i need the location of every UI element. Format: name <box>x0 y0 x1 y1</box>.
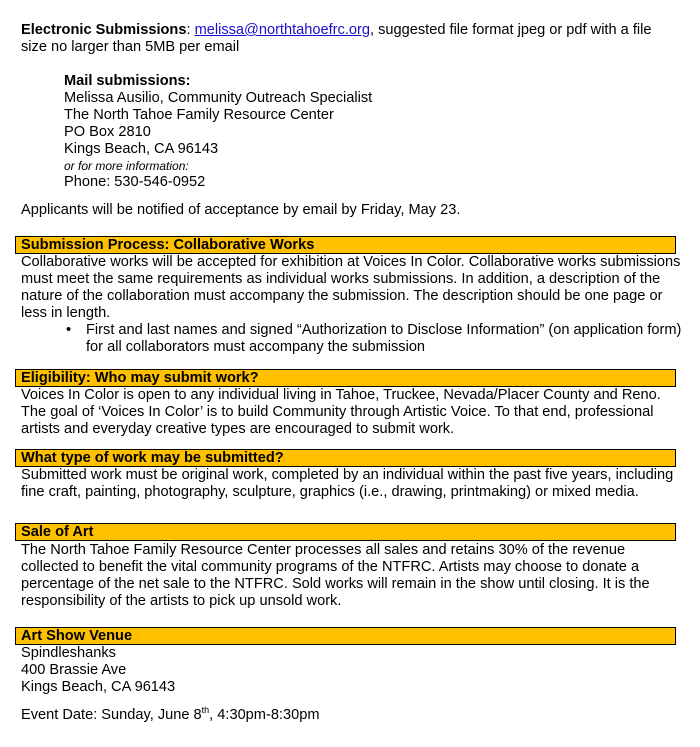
electronic-rest: , suggested file format jpeg or pdf with a file size no larger than 5MB per email <box>21 22 652 55</box>
list-item <box>21 322 686 356</box>
mail-line-city: Kings Beach, CA 96143 <box>64 141 219 157</box>
mail-line-pobox: PO Box 2810 <box>64 124 151 140</box>
electronic-colon: : <box>186 22 195 38</box>
venue-street: 400 Brassie Ave <box>21 662 127 678</box>
acceptance-notice <box>21 202 681 219</box>
collaborative-body-text: Collaborative works will be accepted for exhibition at Voices In Color. Collaborative works submissions must meet the same requirements as individual works submissions. In addition, a description of the nature of the collaboration must accompany the submission. The description should be one page or less in length. <box>21 254 681 321</box>
email-link[interactable]: melissa@northtahoefrc.org <box>194 22 370 38</box>
venue-name: Spindleshanks <box>21 645 116 661</box>
section-header-collaborative: Submission Process: Collaborative Works <box>15 236 676 254</box>
electronic-submissions-paragraph <box>21 22 681 56</box>
event-date-line <box>21 707 686 724</box>
section-body-eligibility <box>21 387 686 438</box>
mail-line-org: The North Tahoe Family Resource Center <box>64 107 334 123</box>
phone-line: Phone: 530-546-0952 <box>64 174 206 190</box>
more-info-note: or for more information: <box>64 159 189 173</box>
collaborative-bullet-list <box>21 322 686 356</box>
section-header-work-type: What type of work may be submitted? <box>15 449 676 467</box>
event-date-suffix: , 4:30pm-8:30pm <box>209 707 320 723</box>
work-type-body-text: Submitted work must be original work, completed by an individual within the past five years, including fine craft, painting, photography, sculpture, graphics (i.e., drawing, printmaking) or mixed media. <box>21 467 674 500</box>
section-header-venue: Art Show Venue <box>15 627 676 645</box>
electronic-submissions-label: Electronic Submissions <box>21 22 187 38</box>
venue-city: Kings Beach, CA 96143 <box>21 679 176 695</box>
event-date-superscript: th <box>201 705 210 716</box>
mail-heading: Mail submissions: <box>64 73 191 89</box>
section-body-work-type <box>21 467 686 501</box>
mail-submissions-block <box>64 73 664 191</box>
section-body-sale-of-art <box>21 542 686 610</box>
event-date-prefix: Event Date: Sunday, June 8 <box>21 707 202 723</box>
acceptance-notice-text: Applicants will be notified of acceptance by email by Friday, May 23. <box>21 202 461 218</box>
collaborative-bullet-text: First and last names and signed “Authorization to Disclose Information” (on application form) for all collaborators must accompany the submission <box>86 322 682 355</box>
section-header-eligibility: Eligibility: Who may submit work? <box>15 369 676 387</box>
section-body-collaborative <box>21 254 686 356</box>
sale-of-art-body-text: The North Tahoe Family Resource Center processes all sales and retains 30% of the revenue collected to benefit the vital community programs of the NTFRC. Artists may choose to donate a percentage of the net sale to the NTFRC. Sold works will remain in the show until closing. It is the responsibility of the artists to pick up unsold work. <box>21 542 650 609</box>
bullet-icon: • <box>66 322 72 338</box>
section-body-venue <box>21 645 686 696</box>
eligibility-body-text: Voices In Color is open to any individual living in Tahoe, Truckee, Nevada/Placer County and Reno. The goal of ‘Voices In Color’ is to build Community through Artistic Voice. To that end, professional artists and everyday creative types are encouraged to submit work. <box>21 387 661 437</box>
mail-line-name: Melissa Ausilio, Community Outreach Specialist <box>64 90 373 106</box>
section-header-sale-of-art: Sale of Art <box>15 523 676 541</box>
